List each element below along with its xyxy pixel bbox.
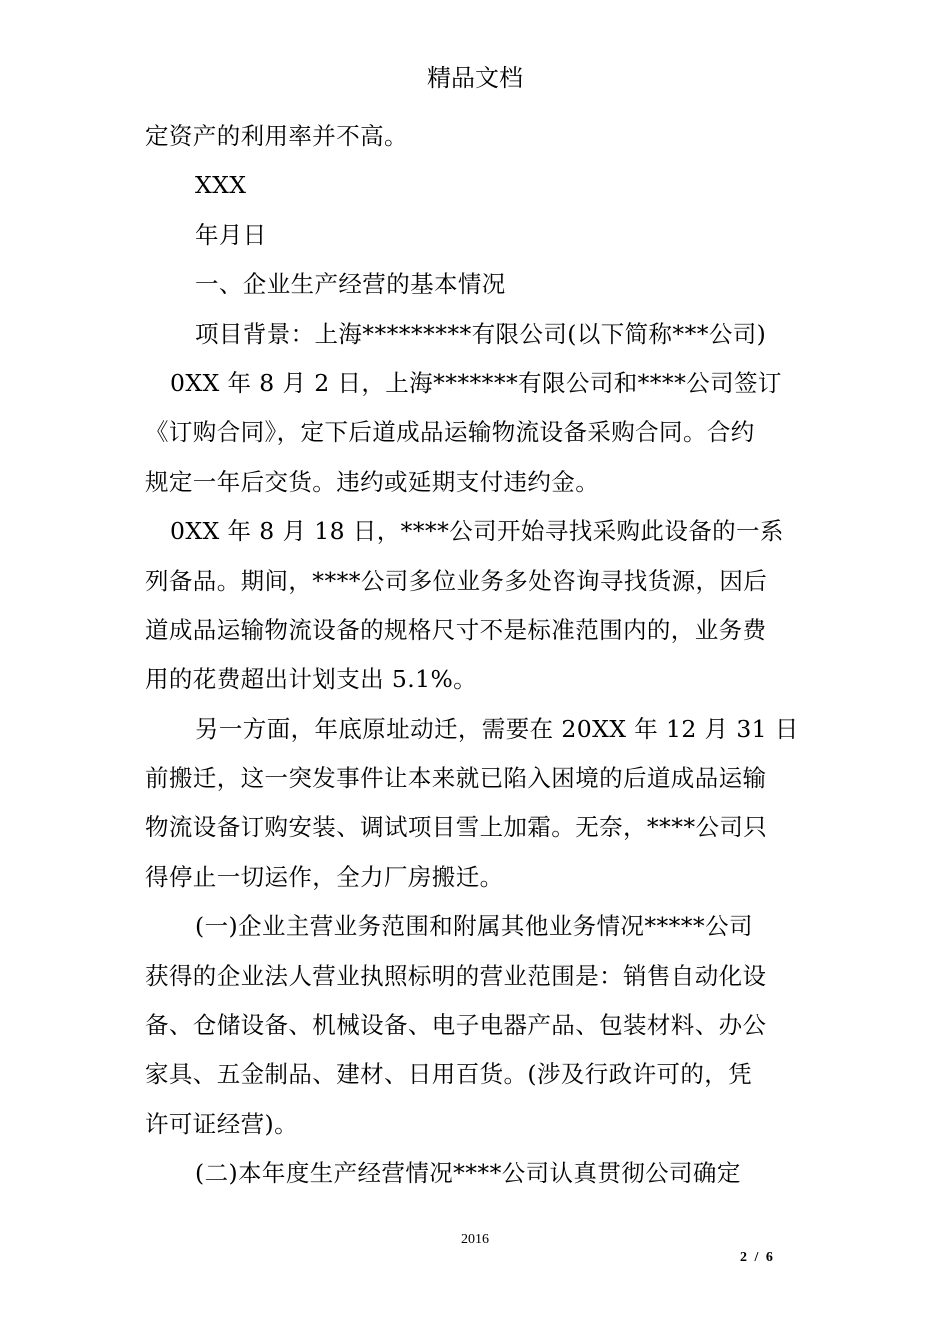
document-header: 精品文档	[427, 64, 523, 92]
text-line: 用的花费超出计划支出 5.1%。	[145, 665, 478, 694]
document-body	[145, 112, 810, 1199]
text-line: 获得的企业法人营业执照标明的营业范围是：销售自动化设	[145, 961, 767, 990]
text-line: 规定一年后交货。违约或延期支付违约金。	[145, 467, 600, 496]
text-line: XXX	[195, 171, 247, 200]
section-heading: 一、企业生产经营的基本情况	[195, 270, 506, 299]
text-line: 定资产的利用率并不高。	[145, 122, 408, 150]
text-line: 0XX 年 8 月 18 日，****公司开始寻找采购此设备的一系	[170, 517, 784, 546]
text-line: 得停止一切运作，全力厂房搬迁。	[145, 862, 504, 891]
section-heading: (一)企业主营业务范围和附属其他业务情况*****公司	[195, 912, 753, 941]
footer-year: 2016	[461, 1232, 489, 1247]
text-line: 《订购合同》，定下后道成品运输物流设备采购合同。合约	[145, 418, 755, 447]
text-line: 家具、五金制品、建材、日用百货。(涉及行政许可的，凭	[145, 1060, 753, 1089]
text-line: 前搬迁，这一突发事件让本来就已陷入困境的后道成品运输	[145, 764, 767, 793]
text-line: 年月日	[195, 220, 267, 249]
text-line: 另一方面，年底原址动迁，需要在 20XX 年 12 月 31 日	[195, 714, 799, 743]
text-line: 物流设备订购安装、调试项目雪上加霜。无奈，****公司只	[145, 813, 768, 842]
text-line: 备、仓储设备、机械设备、电子电器产品、包装材料、办公	[145, 1011, 767, 1040]
text-line: 道成品运输物流设备的规格尺寸不是标准范围内的，业务费	[145, 615, 767, 644]
text-line: 许可证经营)。	[145, 1109, 298, 1138]
section-heading: (二)本年度生产经营情况****公司认真贯彻公司确定	[195, 1159, 741, 1188]
text-line: 0XX 年 8 月 2 日，上海*******有限公司和****公司签订	[170, 368, 782, 397]
text-line: 列备品。期间，****公司多位业务多处咨询寻找货源，因后	[145, 566, 768, 595]
page-number: 2 / 6	[740, 1250, 775, 1265]
text-line: 项目背景：上海*********有限公司(以下简称***公司)	[195, 319, 767, 348]
